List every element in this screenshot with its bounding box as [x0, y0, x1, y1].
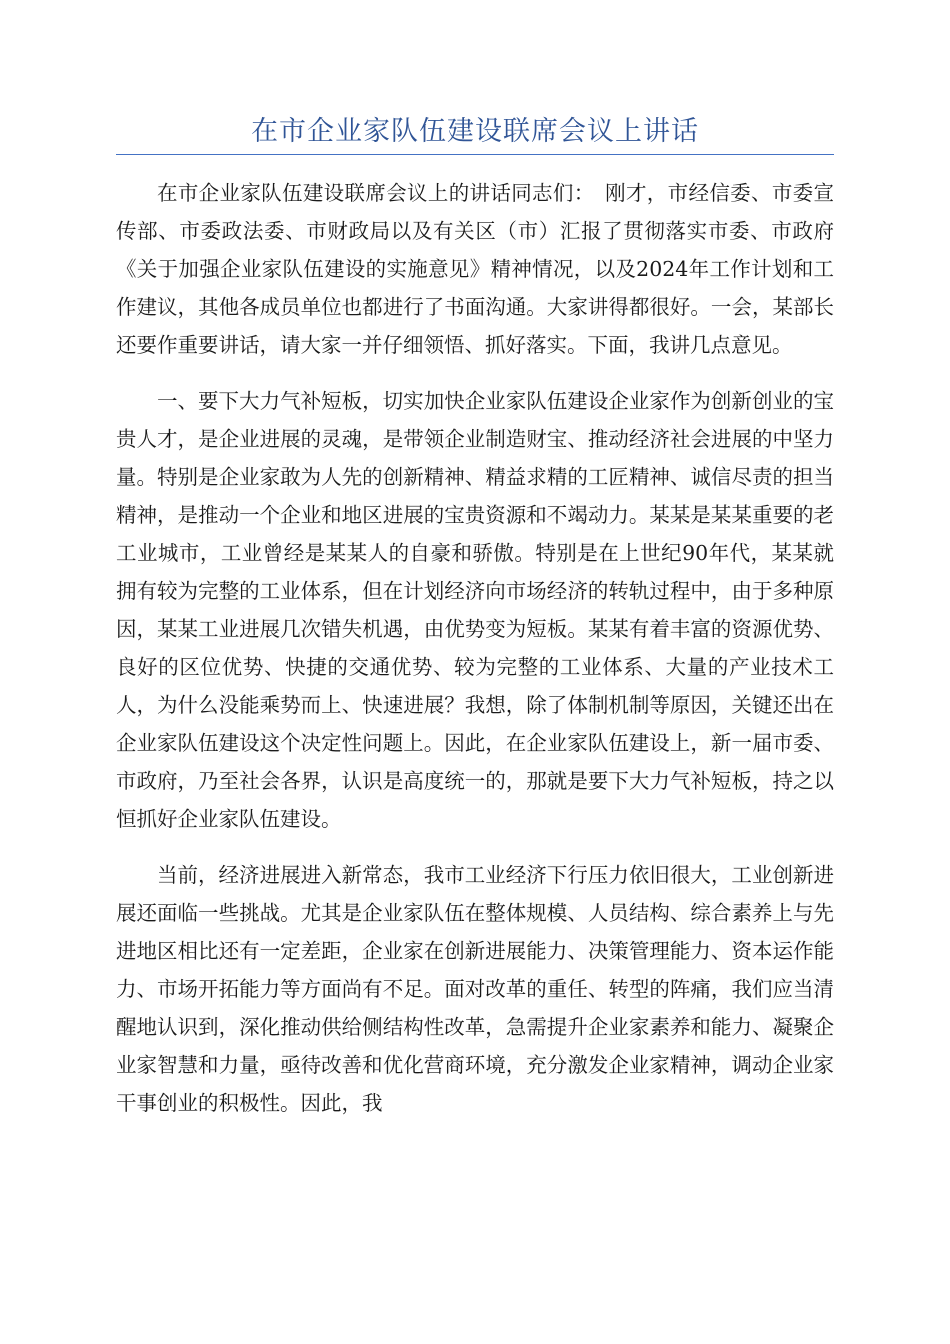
paragraph-section-one: 一、要下大力气补短板，切实加快企业家队伍建设企业家作为创新创业的宝贵人才，是企业进展的灵魂，是带领企业制造财宝、推动经济社会进展的中坚力量。特别是企业家敢为人先的创新精神、精益求精的工匠精神、诚信尽责的担当精神，是推动一个企业和地区进展的宝贵资源和不竭动力。某某是某某重要的老工业城市，工业曾经是某某人的自豪和骄傲。特别是在上世纪90年代，某某就拥有较为完整的工业体系，但在计划经济向市场经济的转轨过程中，由于多种原因，某某工业进展几次错失机遇，由优势变为短板。某某有着丰富的资源优势、良好的区位优势、快捷的交通优势、较为完整的工业体系、大量的产业技术工人，为什么没能乘势而上、快速进展？我想，除了体制机制等原因，关键还出在企业家队伍建设这个决定性问题上。因此，在企业家队伍建设上，新一届市委、市政府，乃至社会各界，认识是高度统一的，那就是要下大力气补短板，持之以恒抓好企业家队伍建设。 — [116, 389, 834, 831]
document-title: 在市企业家队伍建设联席会议上讲话 — [251, 116, 699, 147]
title-underline — [116, 154, 834, 155]
paragraph-current-situation: 当前，经济进展进入新常态，我市工业经济下行压力依旧很大，工业创新进展还面临一些挑战。尤其是企业家队伍在整体规模、人员结构、综合素养上与先进地区相比还有一定差距，企业家在创新进展能力、决策管理能力、资本运作能力、市场开拓能力等方面尚有不足。面对改革的重任、转型的阵痛，我们应当清醒地认识到，深化推动供给侧结构性改革，急需提升企业家素养和能力、凝聚企业家智慧和力量，亟待改善和优化营商环境，充分激发企业家精神，调动企业家干事创业的积极性。因此，我 — [116, 863, 834, 1115]
document-body — [116, 174, 834, 1140]
paragraph-opening: 在市企业家队伍建设联席会议上的讲话同志们： 刚才，市经信委、市委宣传部、市委政法委、市财政局以及有关区（市）汇报了贯彻落实市委、市政府《关于加强企业家队伍建设的实施意见》精神情况，以及2024年工作计划和工作建议，其他各成员单位也都进行了书面沟通。大家讲得都很好。一会，某部长还要作重要讲话，请大家一并仔细领悟、抓好落实。下面，我讲几点意见。 — [116, 181, 834, 357]
